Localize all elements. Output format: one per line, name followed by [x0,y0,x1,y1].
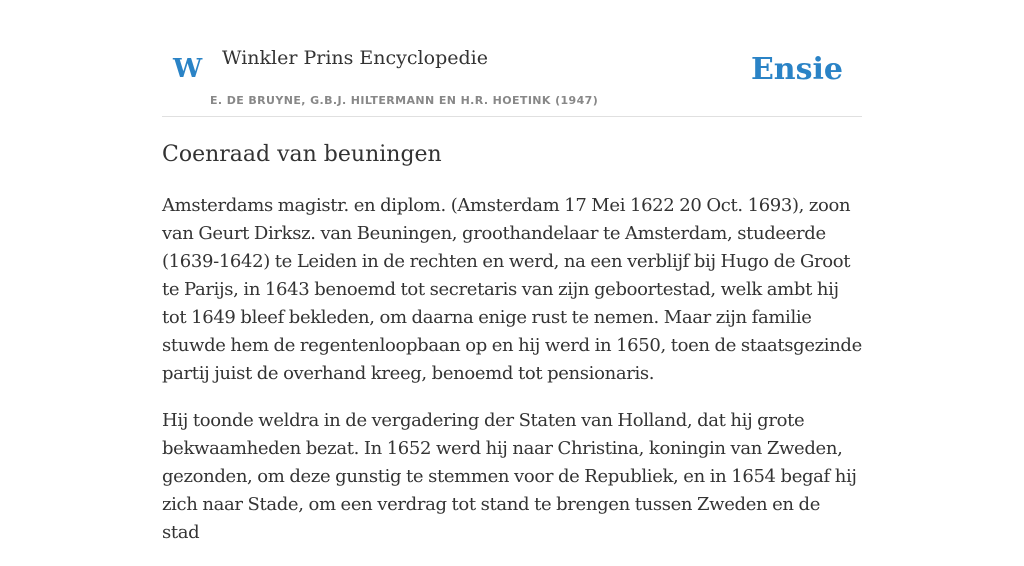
entry-body [162,192,862,566]
ensie-logo[interactable]: Ensie [750,52,843,87]
winkler-prins-logo[interactable]: W [173,54,203,84]
source-byline: E. DE BRUYNE, G.B.J. HILTERMANN EN H.R. HOETINK (1947) [210,94,599,107]
page [162,0,862,543]
entry-paragraph: Hij toonde weldra in de vergadering der Staten van Holland, dat hij grote bekwaamheden bezat. In 1652 werd hij naar Christina, koningin van Zweden, gezonden, om deze gunstig te stemmen voor de Republiek, en in 1654 begaf hij zich naar Stade, om een verdrag tot stand te brengen tussen Zweden en de stad [162,410,857,543]
entry-paragraph: Amsterdams magistr. en diplom. (Amsterdam 17 Mei 1622 20 Oct. 1693), zoon van Geurt Dirksz. van Beuningen, groothandelaar te Amsterdam, studeerde (1639-1642) te Leiden in de rechten en werd, na een verblijf bij Hugo de Groot te Parijs, in 1643 benoemd tot secretaris van zijn geboortestad, welk ambt hij tot 1649 bleef bekleden, om daarna enige rust te nemen. Maar zijn familie stuwde hem de regentenloopbaan op en hij werd in 1650, toen de staatsgezinde partij juist de overhand kreeg, benoemd tot pensionaris. [162,195,862,384]
entry-title: Coenraad van beuningen [162,142,442,167]
site-header [162,0,862,117]
source-title[interactable]: Winkler Prins Encyclopedie [222,47,488,69]
